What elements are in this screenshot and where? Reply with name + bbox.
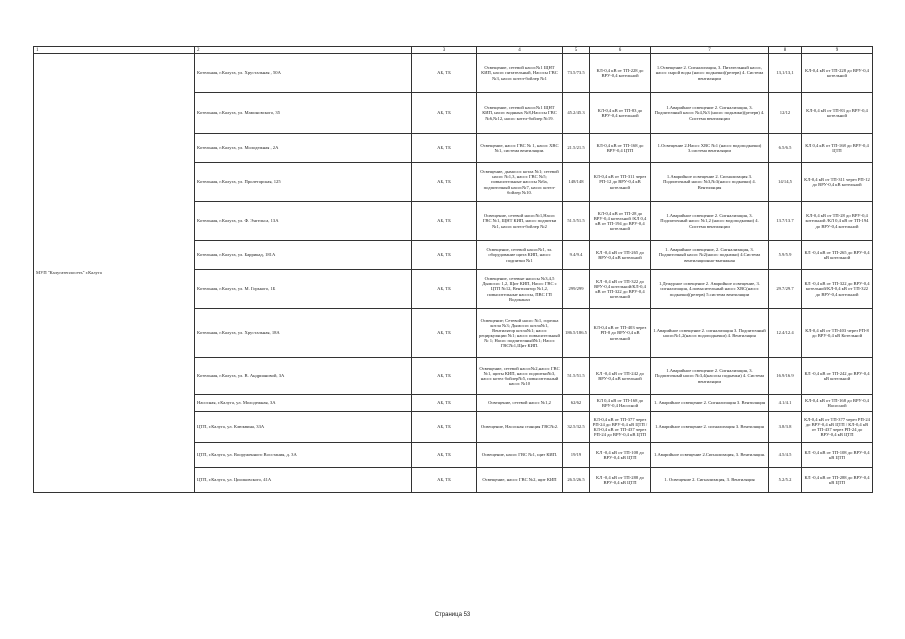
column-number: 2 (195, 47, 412, 54)
power-cell: 9.4/9.4 (563, 241, 590, 270)
power-source-cell: КЛ -0,4 кВ от ТП-108 до ВРУ-0,4 кВ ЦТП (590, 443, 651, 468)
supply-scheme-cell: КЛ 0,4 кВ от ТП-168 до ВРУ-0,4 ЦТП (802, 134, 873, 163)
failure-consequence-cell: 1.Аварийное освещение 2. сигнализация 3. Вентиляция (651, 412, 769, 443)
power-source-cell: КЛ-0,4 кВ от ТП-311 через РП-12 до ВРУ-0,4 кВ котельной (590, 163, 651, 202)
consumer-table (33, 46, 873, 493)
category-cell: АБ, ТБ (412, 270, 477, 309)
power-cell: 73.5/73.5 (563, 54, 590, 93)
supply-scheme-cell: КЛ -0,4 кВ от ТП-288 до ВРУ-0,4 кВ ЦТП (802, 468, 873, 493)
document-sheet (33, 46, 872, 493)
column-number: 7 (651, 47, 769, 54)
page-number: Страница 53 (434, 612, 471, 618)
category-cell: АБ, ТБ (412, 412, 477, 443)
power-cell: 148/148 (563, 163, 590, 202)
reserve-power-cell: 4.5/4.5 (769, 443, 802, 468)
address-cell: ЦТП, г.Калуга, ул. Вооруженного Восстания, д. 3А (195, 443, 412, 468)
category-cell: АБ, ТБ (412, 395, 477, 412)
consumers-cell: Освещение, насос ГВС №2, щит КИП (477, 468, 563, 493)
reserve-power-cell: 16.9/16.9 (769, 358, 802, 395)
power-source-cell: КЛ -0,4 кВ от ТП-322 до ВРУ-0,4 котельной/КЛ-0,4 кВ от ТП-322 до ВРУ-0,4 котельной (590, 270, 651, 309)
address-cell: Котельная, г.Калуга, ул. Хрустальная , 50А (195, 54, 412, 93)
consumers-cell: Освещение, сетевой насос №1,2 (477, 395, 563, 412)
column-number: 4 (477, 47, 563, 54)
consumers-cell: Освещение, сетевой насос№1,Насос ГВС №1, ЩНТ КИП, насос подпитки №1, насос котел-бойлер №2 (477, 202, 563, 241)
power-cell: 51.5/51.5 (563, 202, 590, 241)
table-row (34, 54, 873, 93)
organization-cell: МУП "Калугатеплосеть" г.Калуга (34, 54, 195, 493)
failure-consequence-cell: 1.Аварийное освещение 2. сигнализация 3. Подпиточный насос№1,2(насос водоподкачки) 4. Вентиляция (651, 309, 769, 358)
consumers-cell: Освещение, насос ГВС № 1, насос ХВС №1, система вентиляции. (477, 134, 563, 163)
address-cell: ЦТП, г.Калуга, ул. Циолковского, 41А (195, 468, 412, 493)
address-cell: Котельная, г.Калуга, ул. В. Андриановой, 3А (195, 358, 412, 395)
column-number: 9 (802, 47, 873, 54)
supply-scheme-cell: КЛ-0,4 кВ от ТП-311 через РП-12 до ВРУ-0,4 кВ котельной (802, 163, 873, 202)
supply-scheme-cell: КЛ-0,4 кВ от ТП-168 до ВРУ-0,4 Насосной (802, 395, 873, 412)
address-cell: Насосная, г.Калуга, ул. Молодежная, 3А (195, 395, 412, 412)
supply-scheme-cell: КЛ-0,4 кВ от ТП-377 через РП-24 до ВРУ-0,4 кВ ЦТП / КЛ-0,4 кВ от ТП-437 через РП-24 до ВРУ-0,4 кВ ЦТП (802, 412, 873, 443)
consumers-cell: Освещение, сетевой насос№1 ЩНТ КИП, насос питательный, Насосы ГВС №3, насос котел-бойлер №1 (477, 54, 563, 93)
power-cell: 26.5/26.5 (563, 468, 590, 493)
reserve-power-cell: 12/12 (769, 93, 802, 134)
address-cell: Котельная, г.Калуга, ул. Мамоновского, 35 (195, 93, 412, 134)
category-cell: АБ, ТБ (412, 309, 477, 358)
failure-consequence-cell: 1. Аварийное освещение 2. Сигнализация 3. Вентиляция (651, 395, 769, 412)
address-cell: Котельная, г.Калуга, ул. Баррикад, 181А (195, 241, 412, 270)
category-cell: АБ, ТБ (412, 358, 477, 395)
category-cell: АБ, ТБ (412, 468, 477, 493)
supply-scheme-cell: КЛ -0,4 кВ от ТП-265 до ВРУ-0,4 кВ котельной (802, 241, 873, 270)
column-number: 6 (590, 47, 651, 54)
power-source-cell: КЛ -0,4 кВ от ТП-242 до ВРУ-0,4 кВ котельной (590, 358, 651, 395)
column-number: 3 (412, 47, 477, 54)
address-cell: Котельная, г.Калуга, ул. М. Горького, 1Б (195, 270, 412, 309)
consumers-cell: Освещение, насос ГВС №1, щит КИП. (477, 443, 563, 468)
power-cell: 186.5/186.5 (563, 309, 590, 358)
supply-scheme-cell: КЛ -0,4 кВ от ТП-242 до ВРУ-0,4 кВ котельной (802, 358, 873, 395)
column-number: 1 (34, 47, 195, 54)
failure-consequence-cell: 1.Освещение 2. Сигнализация, 3. Питательный насос, насос сырой воды (насос подкачки)(резерв) 4. Система вентиляции (651, 54, 769, 93)
power-cell: 299/299 (563, 270, 590, 309)
category-cell: АБ, ТБ (412, 241, 477, 270)
reserve-power-cell: 6.5/6.5 (769, 134, 802, 163)
address-cell: Котельная, г.Калуга, ул. Молодежная , 2А (195, 134, 412, 163)
power-cell: 45.2/45.3 (563, 93, 590, 134)
power-source-cell: КЛ -0,4 кВ от ТП-265 до ВРУ-0,4 кВ котельной (590, 241, 651, 270)
address-cell: Котельная, г.Калуга, ул. Ф. Энгельса, 13А (195, 202, 412, 241)
consumers-cell: Освещение, сетевой насос№1 ЩНТ КИП, насос водяных №8,Насосы ГВС №6,№12, насос котел-бойлер №19. (477, 93, 563, 134)
failure-consequence-cell: 1.Аварийное освещение 2. Сигнализация, 3. Подпиточный насос №1,2 (насос водоподкачки) 4. Система вентиляции (651, 202, 769, 241)
category-cell: АБ, ТБ (412, 163, 477, 202)
power-source-cell: КЛ-0,4 кВ от ТП-28 до ВРУ-0,4 котельной /КЛ 0,4 кВ от ТП-194 до ВРУ-0,4 котельной (590, 202, 651, 241)
column-number-row (34, 47, 873, 54)
power-source-cell: КЛ-0,4 кВ от ТП-228 до ВРУ-0,4 котельной (590, 54, 651, 93)
consumers-cell: Освещение, дымосос котла №1; сетевой насос №1,3, насос ГВС №5; повысительные насосы №6а, подпиточный насос№7, насос котел-бойлер №10. (477, 163, 563, 202)
consumers-cell: Освещение, сетевые насосы №3,4,5 Дымосос 1,2, Щит КИП, Насос ГВС с ЦТП №12, Вентилятор №1,2, повысительные насосы, ПВС ГП Водоканал (477, 270, 563, 309)
reserve-power-cell: 12.4/12.4 (769, 309, 802, 358)
reserve-power-cell: 5.9/5.9 (769, 241, 802, 270)
column-number: 5 (563, 47, 590, 54)
reserve-power-cell: 13.7/13.7 (769, 202, 802, 241)
reserve-power-cell: 13,1/13,1 (769, 54, 802, 93)
power-source-cell: КЛ-0,4 кВ от ТП-83 до ВРУ-0,4 котельной (590, 93, 651, 134)
failure-consequence-cell: 1.Аварийное освещение 2.Сигнализация, 3. Вентиляция. (651, 443, 769, 468)
supply-scheme-cell: КЛ-0,4 кВ от ТП-28 до ВРУ-0,4 котельной /КЛ 0,4 кВ от ТП-194 до ВРУ-0,4 котельной (802, 202, 873, 241)
address-cell: ЦТП, г.Калуга, ул. Клюквина, 33А (195, 412, 412, 443)
failure-consequence-cell: 1.Дежурное освещение 2. Аварийное освещение, 3. сигнализация, 4.повысительный насос ХВС(насос подкачки)(резерв) 5.система вентиляции (651, 270, 769, 309)
failure-consequence-cell: 1.Аварийное освещение 2. Сигнализация, 3. Подпиточный насос №3,4(насосы подкачки) 4. Система вентиляции (651, 358, 769, 395)
failure-consequence-cell: 1.Аварийное освещение 2. Сигнализация 3. Подпиточный насос №3,№3(насос подкачки) 4. Вентиляция (651, 163, 769, 202)
power-cell: 32.5/32.5 (563, 412, 590, 443)
failure-consequence-cell: 1. Освещение 2. Сигнализация, 3. Вентиляция (651, 468, 769, 493)
power-cell: 21.5/21.5 (563, 134, 590, 163)
consumers-cell: Освещение, сетевой насос№1, эл. оборудование щита КИП, насос подпитки №1 (477, 241, 563, 270)
supply-scheme-cell: КЛ-0,4 кВ от ТП-83 до ВРУ-0,4 котельной (802, 93, 873, 134)
power-source-cell: КЛ-0,4 кВ от ТП-377 через РП-24 до ВРУ-0,4 кВ ЦТП / КЛ-0,4 кВ от ТП-437 через РП-24 до ВРУ-0,4 кВ ЦТП (590, 412, 651, 443)
power-source-cell: КЛ-0,4 кВ от ТП-403 через РП-8 до ВРУ-0,4 кВ котельной (590, 309, 651, 358)
power-source-cell: КЛ -0,4 кВ от ТП-288 до ВРУ-0,4 кВ ЦТП (590, 468, 651, 493)
failure-consequence-cell: 1.Освещение 2.Насос ХВС №1 (насос водоподкачки) 3.система вентиляции (651, 134, 769, 163)
reserve-power-cell: 5.2/5.2 (769, 468, 802, 493)
power-source-cell: КЛ 0,4 кВ от ТП-168 до ВРУ-0,4 Насосной (590, 395, 651, 412)
supply-scheme-cell: КЛ -0,4 кВ от ТП-322 до ВРУ-0,4 котельной/КЛ-0,4 кВ от ТП-322 до ВРУ-0,4 котельной (802, 270, 873, 309)
consumers-cell: Освещение, сетевой насос№2,насос ГВС №1, щиты КИП, насос подпитки№3, насос котел бойлер№5, повысительный насос №10 (477, 358, 563, 395)
consumers-cell: Освещение, Насосная станция ГВС№2. (477, 412, 563, 443)
power-cell: 62/62 (563, 395, 590, 412)
category-cell: АБ, ТБ (412, 134, 477, 163)
reserve-power-cell: 3.8/3.8 (769, 412, 802, 443)
category-cell: АБ, ТБ (412, 93, 477, 134)
address-cell: Котельная, г.Калуга, ул. Хрустальная, 18А (195, 309, 412, 358)
power-cell: 51.5/51.5 (563, 358, 590, 395)
failure-consequence-cell: 1.Аварийное освещение 2. Сигнализация, 3. Подпиточный насос №4,№3 (насос подкачки)(резерв) 4. Система вентиляции (651, 93, 769, 134)
reserve-power-cell: 4.1/4.1 (769, 395, 802, 412)
consumers-cell: Освещение; Сетевой насос №1, горелка котла №3; Дымосос котла№1, Вентилятор котла№1; насос рециркуляции №1; насос повысительный № 1; Насос подпиточный№1; Насос ГВС№1,Щит КИП. (477, 309, 563, 358)
failure-consequence-cell: 1. Аварийное освещение, 2. Сигнализация, 3. Подпиточный насос №2(насос подкачки) 4.Система вентиляционно-вытяжная (651, 241, 769, 270)
category-cell: АБ, ТБ (412, 202, 477, 241)
reserve-power-cell: 14/14,5 (769, 163, 802, 202)
supply-scheme-cell: КЛ-0,4 кВ от ТП-403 через РП-8 до ВРУ-0,4 кВ Котельной (802, 309, 873, 358)
power-cell: 19/19 (563, 443, 590, 468)
category-cell: АБ, ТБ (412, 443, 477, 468)
reserve-power-cell: 29.7/29.7 (769, 270, 802, 309)
power-source-cell: КЛ-0,4 кВ от ТП-168 до ВРУ-0,4 ЦТП (590, 134, 651, 163)
supply-scheme-cell: КЛ -0,4 кВ от ТП-108 до ВРУ-0,4 кВ ЦТП (802, 443, 873, 468)
category-cell: АБ, ТБ (412, 54, 477, 93)
column-number: 8 (769, 47, 802, 54)
supply-scheme-cell: КЛ-0,4 кВ от ТП-228 до ВРУ-0,4 котельной (802, 54, 873, 93)
address-cell: Котельная, г.Калуга, ул. Пролетарская, 125 (195, 163, 412, 202)
table-body (34, 47, 873, 493)
